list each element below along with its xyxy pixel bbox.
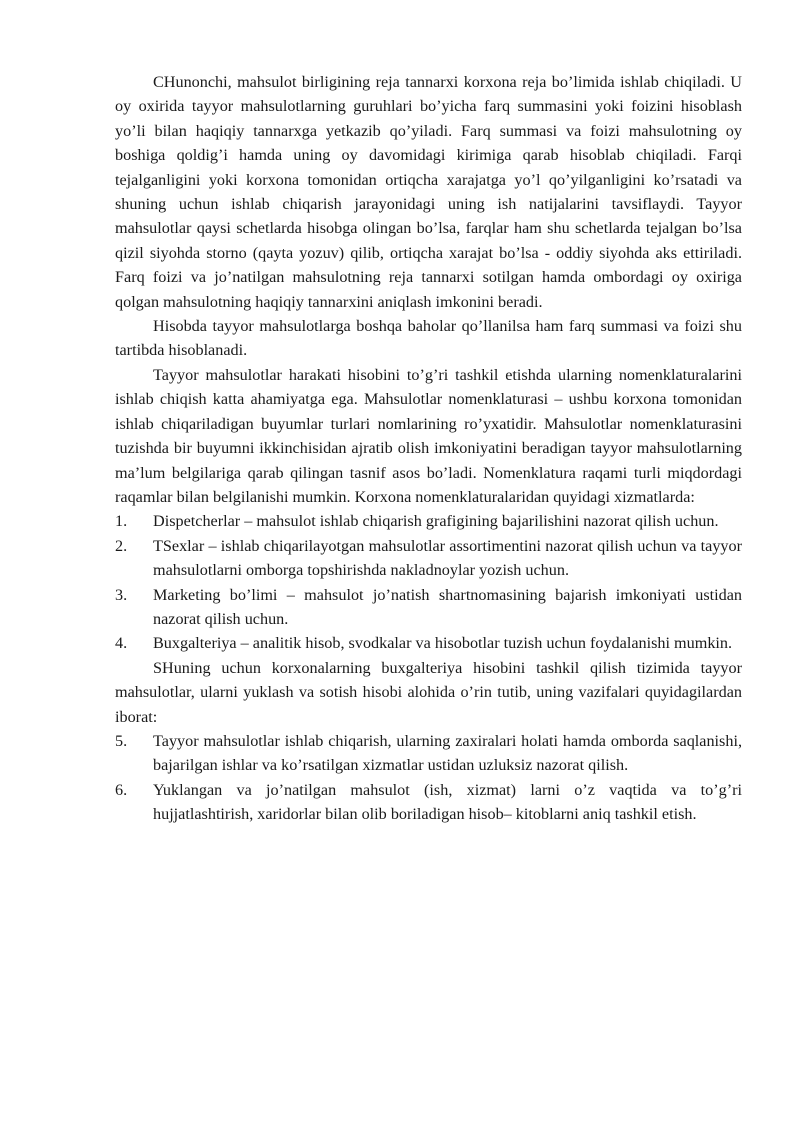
list-text: Buxgalteriya – analitik hisob, svodkalar va hisobotlar tuzish uchun foydalanishi mumkin. <box>153 634 733 653</box>
paragraph: Hisobda tayyor mahsulotlarga boshqa baholar qo’llanilsa ham farq summasi va foizi shu tartibda hisoblanadi. <box>115 317 742 360</box>
paragraph: SHuning uchun korxonalarning buxgalteriya hisobini tashkil qilish tizimida tayyor mahsulotlar, ularni yuklash va sotish hisobi alohida o’rin tutib, uning vazifalari quyidagilardan iborat: <box>115 658 742 726</box>
list-item <box>115 534 742 583</box>
list-text: Tayyor mahsulotlar ishlab chiqarish, ularning zaxiralari holati hamda omborda saqlanishi, bajarilgan ishlar va ko’rsatilgan xizmatlar ustidan uzluksiz nazorat qilish. <box>153 731 742 775</box>
list-item <box>115 729 742 778</box>
list-text: Yuklangan va jo’natilgan mahsulot (ish, xizmat) larni o’z vaqtida va to’g’ri hujjatlashtirish, xaridorlar bilan olib boriladigan hisob– kitoblarni aniq tashkil etish. <box>153 780 742 824</box>
document-page <box>115 70 742 827</box>
list-number: 6. <box>115 780 128 799</box>
list-number: 2. <box>115 536 128 555</box>
list-item <box>115 631 742 655</box>
list-item <box>115 583 742 632</box>
numbered-list <box>115 509 742 655</box>
list-number: 1. <box>115 512 128 531</box>
list-text: TSexlar – ishlab chiqarilayotgan mahsulotlar assortimentini nazorat qilish uchun va tayyor mahsulotlarni omborga topshirishda nakladnoylar yozish uchun. <box>153 536 742 580</box>
list-number: 5. <box>115 731 128 750</box>
list-text: Marketing bo’limi – mahsulot jo’natish shartnomasining bajarish imkoniyati ustidan nazorat qilish uchun. <box>153 585 742 628</box>
paragraph: CHunonchi, mahsulot birligining reja tannarxi korxona reja bo’limida ishlab chiqiladi. U oy oxirida tayyor mahsulotlarning guruhlari bo’yicha farq summasini yoki foizini hisoblash yo’li bilan haqiqiy tannarxga yetkazib qo’yiladi. Farq summasi va foizi mahsulotning oy boshiga qoldig’i hamda uning oy davomidagi kirimiga qarab hisoblab chiqiladi. Farqi tejalganligini yoki korxona tomonidan ortiqcha xarajatga yo’l qo’yilganligini ko’rsatadi va shuning uchun ishlab chiqarish jarayonidagi uning ish natijalarini tavsiflaydi. Tayyor mahsulotlar qaysi schetlarda hisobga olingan bo’lsa, farqlar ham shu schetlarda tejalgan bo’lsa qizil siyohda storno (qayta yozuv) qilib, ortiqcha xarajat bo’lsa - oddiy siyohda aks ettiriladi. Farq foizi va jo’natilgan mahsulotning reja tannarxi sotilgan hamda ombordagi oy oxiriga qolgan mahsulotning haqiqiy tannarxini aniqlash imkonini beradi. <box>115 73 742 311</box>
numbered-list <box>115 729 742 827</box>
list-item <box>115 509 742 533</box>
list-text: Dispetcherlar – mahsulot ishlab chiqarish grafigining bajarilishini nazorat qilish uchun. <box>153 512 719 531</box>
list-number: 3. <box>115 585 128 604</box>
paragraph: Tayyor mahsulotlar harakati hisobini to’g’ri tashkil etishda ularning nomenklaturalarini ishlab chiqish katta ahamiyatga ega. Mahsulotlar nomenklaturasi – ushbu korxona tomonidan ishlab chiqariladigan buyumlar turlari nomlarining ro’yxatidir. Mahsulotlar nomenklaturasini tuzishda bir buyumni ikkinchisidan ajratib olish imkoniyatini beradigan tayyor mahsulotlarning ma’lum belgilariga qarab qilingan tasnif asos bo’ladi. Nomenklatura raqami turli miqdordagi raqamlar bilan belgilanishi mumkin. Korxona nomenklaturalaridan quyidagi xizmatlarda: <box>115 365 742 506</box>
list-number: 4. <box>115 634 128 653</box>
list-item <box>115 778 742 827</box>
